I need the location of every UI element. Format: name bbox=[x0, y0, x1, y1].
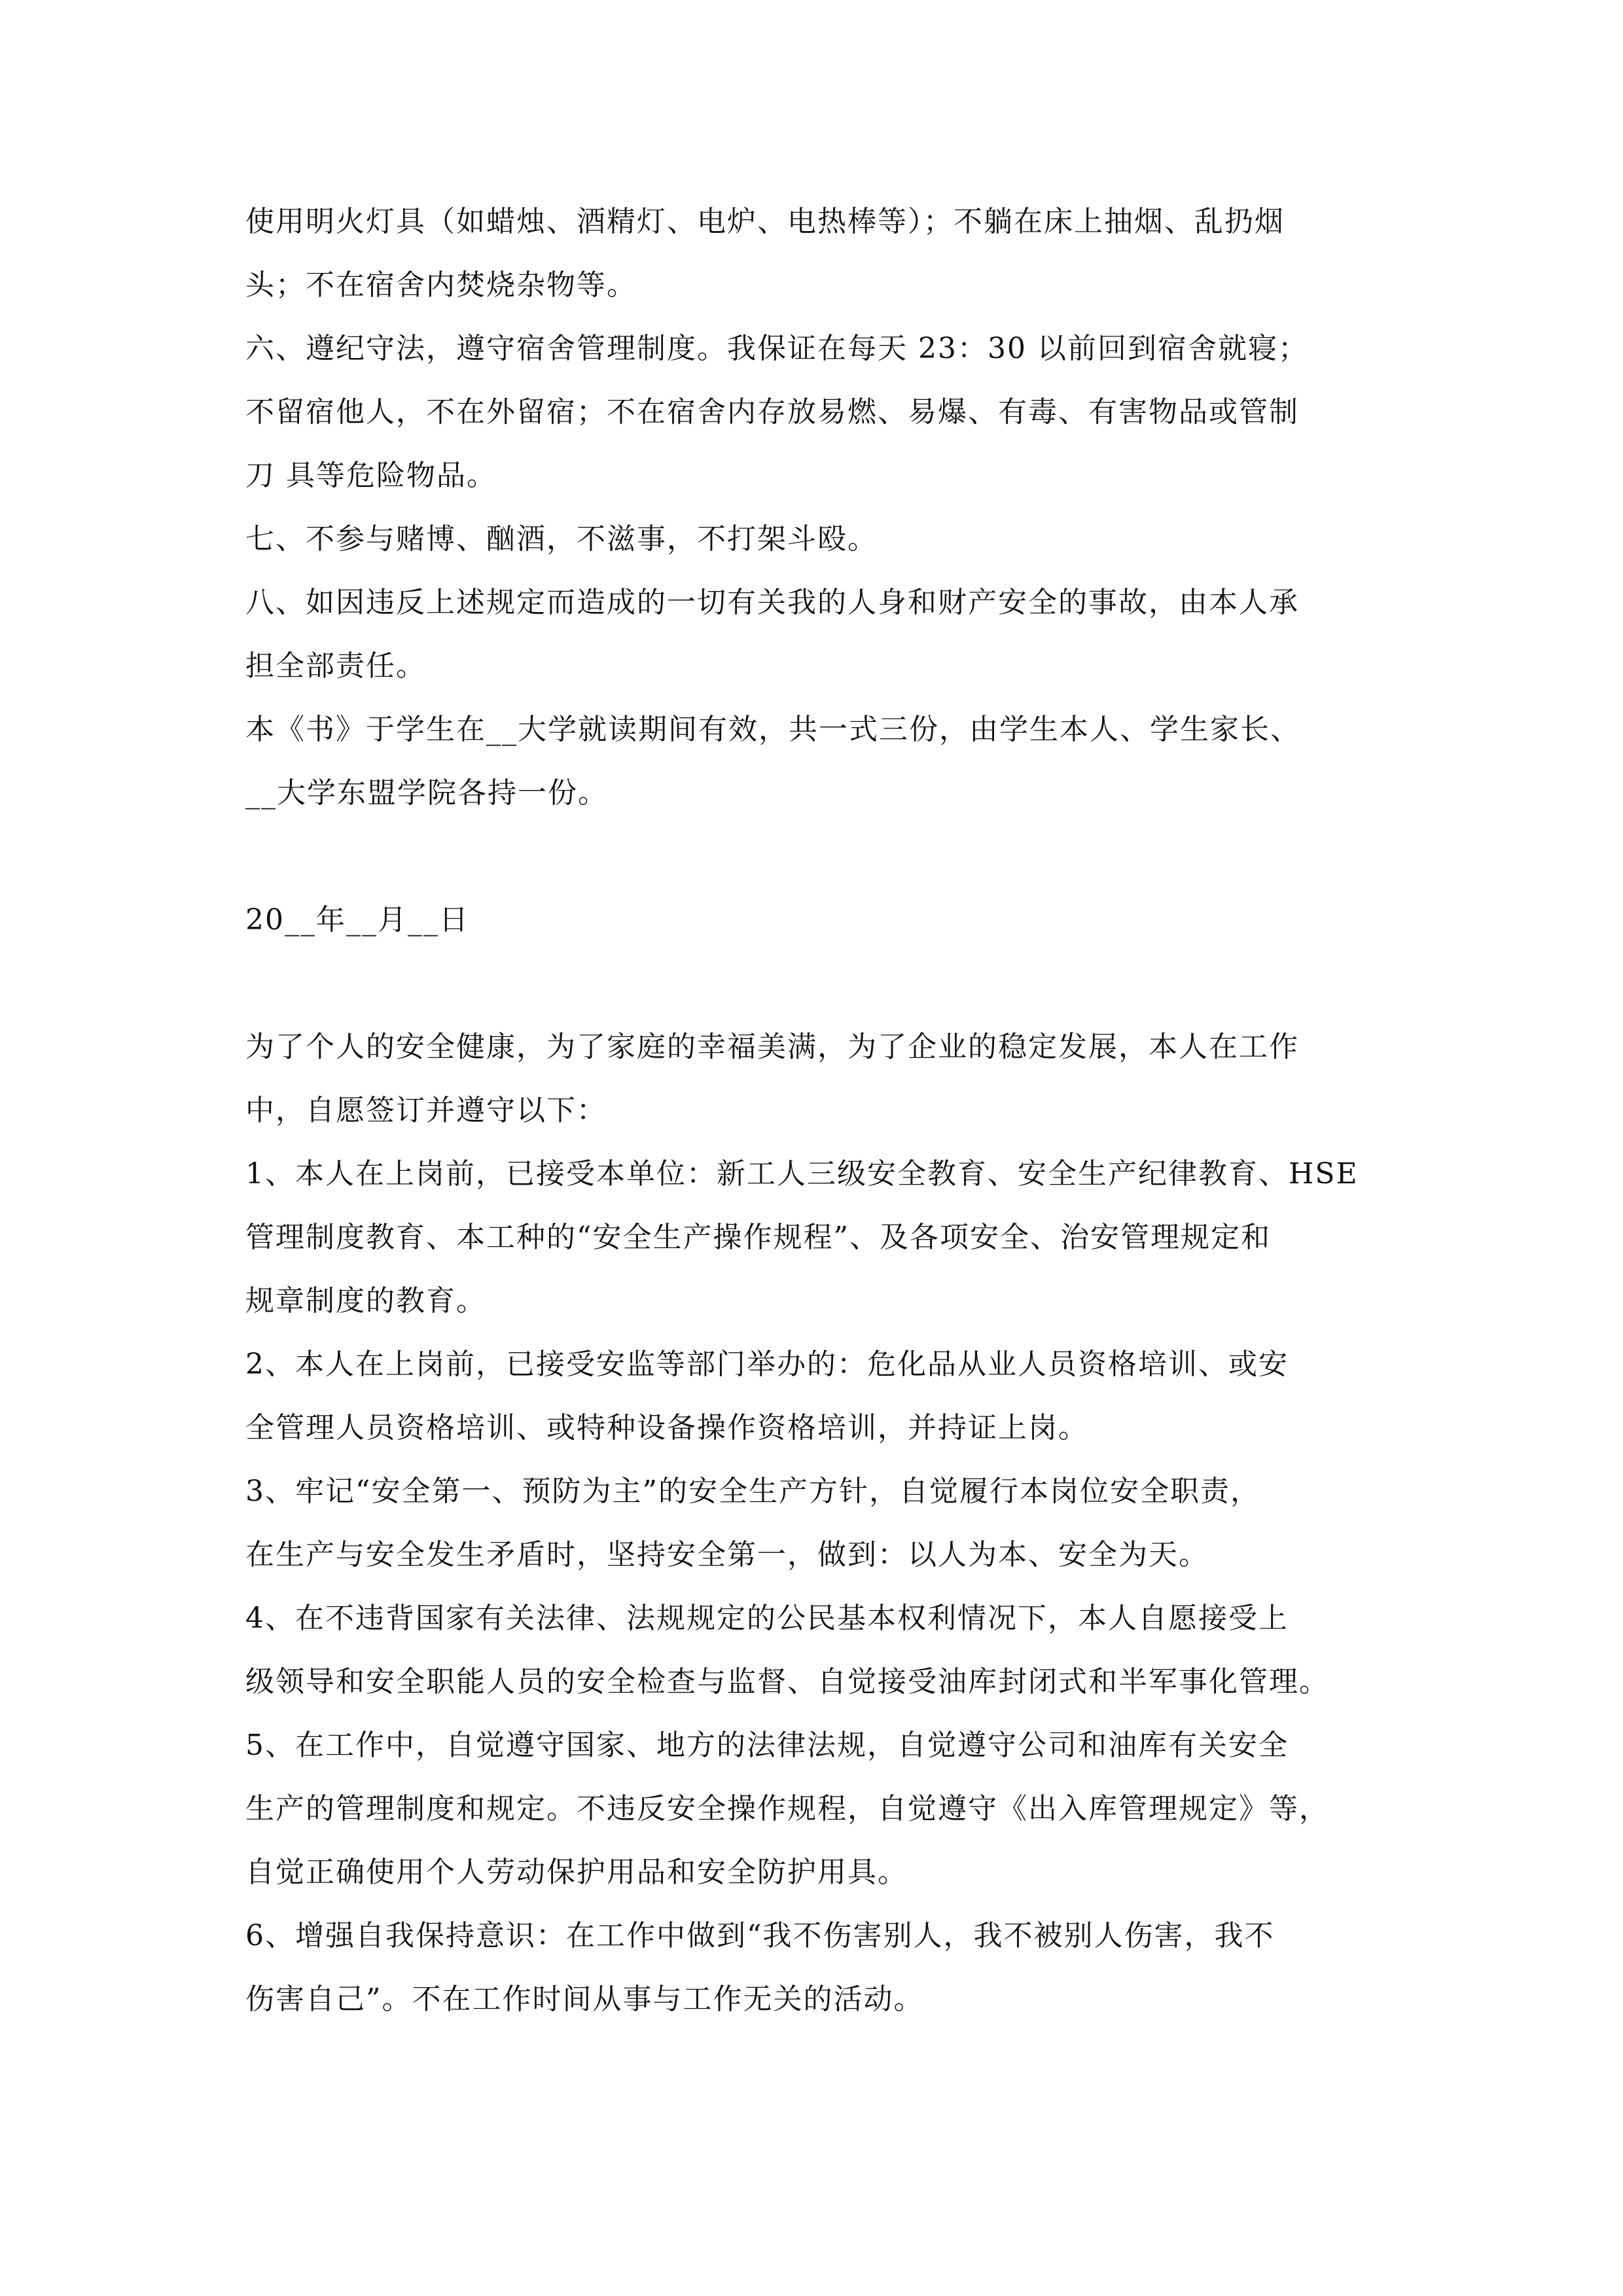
document-page bbox=[245, 190, 1387, 2031]
text-line: 管理制度教育、本工种的“安全生产操作规程”、及各项安全、治安管理规定和 bbox=[245, 1221, 1271, 1254]
date-line: 20__年__月__日 bbox=[245, 903, 469, 937]
text-line: __大学东盟学院各持一份。 bbox=[245, 776, 608, 810]
text-line: 八、如因违反上述规定而造成的一切有关我的人身和财产安全的事故，由本人承 bbox=[245, 586, 1299, 619]
text-line: 6、增强自我保持意识：在工作中做到“我不伤害别人，我不被别人伤害，我不 bbox=[245, 1919, 1275, 1952]
text-line: 自觉正确使用个人劳动保护用品和安全防护用具。 bbox=[245, 1856, 908, 1889]
spacer bbox=[245, 952, 1387, 1015]
text-line: 在生产与安全发生矛盾时，坚持安全第一，做到：以人为本、安全为天。 bbox=[245, 1538, 1209, 1571]
text-line: 七、不参与赌博、酗酒，不滋事，不打架斗殴。 bbox=[245, 522, 878, 556]
text-line: 级领导和安全职能人员的安全检查与监督、自觉接受油库封闭式和半军事化管理。 bbox=[245, 1665, 1329, 1698]
text-line: 头；不在宿舍内焚烧杂物等。 bbox=[245, 268, 637, 302]
text-line: 1、本人在上岗前，已接受本单位：新工人三级安全教育、安全生产纪律教育、HSE bbox=[245, 1157, 1359, 1191]
text-line: 使用明火灯具（如蜡烛、酒精灯、电炉、电热棒等）；不躺在床上抽烟、乱扔烟 bbox=[245, 205, 1285, 238]
text-line: 全管理人员资格培训、或特种设备操作资格培训，并持证上岗。 bbox=[245, 1411, 1088, 1444]
text-line: 本《书》于学生在__大学就读期间有效，共一式三份，由学生本人、学生家长、 bbox=[245, 713, 1300, 746]
text-line: 中，自愿签订并遵守以下： bbox=[245, 1094, 607, 1127]
text-line: 为了个人的安全健康，为了家庭的幸福美满，为了企业的稳定发展，本人在工作 bbox=[245, 1030, 1299, 1064]
spacer bbox=[245, 825, 1387, 888]
text-line: 伤害自己”。不在工作时间从事与工作无关的活动。 bbox=[245, 1982, 924, 2016]
text-line: 2、本人在上岗前，已接受安监等部门举办的：危化品从业人员资格培训、或安 bbox=[245, 1348, 1289, 1381]
text-line: 5、在工作中，自觉遵守国家、地方的法律法规，自觉遵守公司和油库有关安全 bbox=[245, 1729, 1289, 1762]
text-line: 担全部责任。 bbox=[245, 649, 426, 683]
text-line: 六、遵纪守法，遵守宿舍管理制度。我保证在每天 23：30 以前回到宿舍就寝； bbox=[245, 332, 1308, 365]
text-line: 规章制度的教育。 bbox=[245, 1284, 486, 1318]
text-line: 生产的管理制度和规定。不违反安全操作规程，自觉遵守《出入库管理规定》等， bbox=[245, 1792, 1329, 1825]
text-line: 刀 具等危险物品。 bbox=[245, 459, 497, 492]
text-line: 4、在不违背国家有关法律、法规规定的公民基本权利情况下，本人自愿接受上 bbox=[245, 1602, 1289, 1635]
text-line: 3、牢记“安全第一、预防为主”的安全生产方针，自觉履行本岗位安全职责， bbox=[245, 1475, 1260, 1508]
text-line: 不留宿他人，不在外留宿；不在宿舍内存放易燃、易爆、有毒、有害物品或管制 bbox=[245, 395, 1299, 429]
